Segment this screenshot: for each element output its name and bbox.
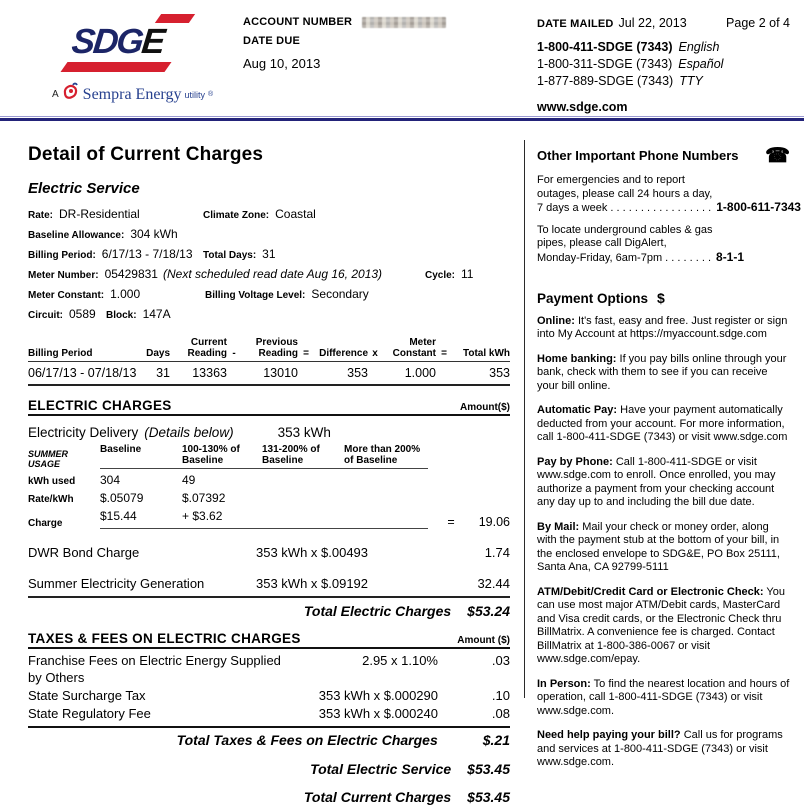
help-label: Need help paying your bill? [537, 729, 681, 741]
phone-list [537, 39, 790, 90]
state-regulatory-calc: 353 kWh x $.000240 [318, 706, 438, 721]
rate-tier1: $.05079 [100, 491, 144, 505]
rate-value: DR-Residential [59, 207, 140, 221]
by-mail-text: Mail your check or money order, along with the payment stub at the bottom of your bill, in the enclosed envelope to SDG&E, PO Box 25111, Santa Ana, CA 92799-5111 [537, 520, 780, 573]
info-row-circuit [28, 307, 510, 327]
logo-red-bar-bottom-icon [60, 62, 171, 72]
emergency-line-1: For emergencies and to report [537, 174, 685, 186]
pay-by-phone-label: Pay by Phone: [537, 455, 613, 468]
rate-kwh-label: Rate/kWh [28, 494, 74, 505]
total-electric-service-amount: $53.45 [467, 761, 510, 777]
column-divider [524, 140, 525, 698]
line-item-generation [28, 576, 510, 598]
payment-paragraph-online [537, 315, 790, 342]
dwr-bond-label: DWR Bond Charge [28, 545, 140, 560]
dollar-icon: $ [657, 290, 665, 306]
col-difference: Difference [319, 348, 368, 359]
page-indicator: Page 2 of 4 [726, 16, 790, 30]
rate-label: Rate: [28, 210, 54, 221]
charge-tier2: + $3.62 [182, 509, 223, 523]
op-times: x [372, 348, 378, 359]
logo-letters [70, 24, 165, 59]
total-current-charges-amount: $53.45 [467, 789, 510, 805]
total-electric-charges-row [28, 603, 510, 619]
digalert-number: 8-1-1 [716, 249, 745, 264]
info-row-baseline [28, 227, 510, 247]
home-banking-label: Home banking: [537, 352, 617, 365]
cycle-label: Cycle: [425, 270, 456, 281]
voltage-level-value: Secondary [311, 287, 369, 301]
tier2-header-1: 100-130% of [182, 444, 240, 455]
phone-numbers-heading-row [537, 146, 790, 166]
payment-paragraph-pay-by-phone [537, 456, 790, 510]
tax-row-surcharge [28, 687, 510, 704]
billing-period-label: Billing Period: [28, 250, 96, 261]
taxes-title: TAXES & FEES ON ELECTRIC CHARGES [28, 631, 301, 646]
op-equals: = [303, 348, 309, 359]
online-label: Online: [537, 314, 575, 327]
account-number-row [243, 16, 446, 28]
card-check-label: ATM/Debit/Credit Card or Electronic Check: [537, 585, 764, 598]
payment-options-heading-row [537, 292, 790, 306]
readings-table-row [28, 362, 510, 386]
info-sidebar [537, 145, 801, 781]
generation-label: Summer Electricity Generation [28, 576, 205, 591]
climate-zone-label: Climate Zone: [203, 210, 270, 221]
next-read-note: (Next scheduled read date Aug 16, 2013) [163, 267, 383, 281]
op-minus: - [232, 348, 236, 359]
info-row-meter-constant [28, 287, 510, 307]
generation-amount: 32.44 [477, 576, 510, 591]
tier3-header-2: Baseline [262, 455, 304, 466]
info-row-billing-period [28, 247, 510, 267]
cycle-value: 11 [461, 267, 474, 281]
dwr-bond-amount: 1.74 [484, 545, 510, 560]
total-taxes-label: Total Taxes & Fees on Electric Charges [176, 732, 438, 748]
franchise-fee-amount: .03 [491, 653, 510, 668]
help-text: Call us for programs and services at 1-800-411-SDGE (7343) or visit www.sdge.com. [537, 729, 783, 768]
delivery-label: Electricity Delivery [28, 425, 139, 440]
account-number-redacted [362, 17, 446, 28]
date-due-value: Aug 10, 2013 [243, 56, 321, 71]
rate-tier2: $.07392 [182, 491, 226, 505]
col-current-1: Current [190, 337, 227, 348]
col-days: Days [146, 348, 170, 359]
date-due-row [243, 35, 446, 47]
info-row-rate [28, 207, 510, 227]
delivery-charge-amount: 19.06 [478, 515, 510, 529]
billing-period-value: 6/17/13 - 7/18/13 [101, 247, 193, 261]
reading-previous: 13010 [263, 366, 298, 380]
circuit-value: 0589 [69, 307, 96, 321]
voltage-level-label: Billing Voltage Level: [205, 290, 306, 301]
sempra-prefix: A [52, 89, 59, 100]
phone-line-tty [537, 73, 790, 90]
website-link: www.sdge.com [537, 100, 628, 114]
payment-paragraph-in-person [537, 678, 790, 719]
home-banking-text: If you pay bills online through your bank, check with them to see if you can receive your bill online. [537, 352, 787, 392]
by-mail-label: By Mail: [537, 520, 580, 533]
phone-number: 1-800-411-SDGE (7343) [537, 40, 673, 54]
pay-by-phone-text: Call 1-800-411-SDGE or visit www.sdge.com to enroll. Once enrolled, you may authorize a payment from your checking account any day up to and including the bill due date. [537, 455, 776, 508]
kwh-tier2: 49 [182, 473, 196, 487]
generation-calc: 353 kWh x $.09192 [256, 576, 369, 591]
payment-paragraph-home-banking [537, 353, 790, 394]
readings-table-header [28, 337, 510, 362]
col-total-kwh: Total kWh [462, 348, 510, 359]
phone-number: 1-877-889-SDGE (7343) [537, 74, 674, 88]
payment-paragraph-automatic-pay [537, 404, 790, 445]
info-row-meter-number [28, 267, 510, 287]
sempra-name: Sempra Energy [82, 85, 182, 103]
baseline-allowance-value: 304 kWh [130, 227, 178, 241]
automatic-pay-text: Have your payment automatically deducted from your account. For more information, call 1-800-411-SDGE (7343) or visit www.sdge.com [537, 404, 788, 443]
circuit-label: Circuit: [28, 310, 63, 321]
logo-e: E [139, 22, 166, 61]
reading-difference: 353 [347, 366, 368, 380]
delivery-kwh: 353 kWh [277, 425, 331, 440]
charge-label: Charge [28, 518, 63, 529]
charge-equals: = [447, 515, 455, 529]
baseline-allowance-label: Baseline Allowance: [28, 230, 125, 241]
taxes-header [28, 631, 510, 649]
usage-row-kwh [28, 473, 510, 487]
usage-row-rate [28, 491, 510, 505]
meter-constant-value: 1.000 [110, 287, 141, 301]
electric-charges-header [28, 398, 510, 416]
total-current-charges-label: Total Current Charges [303, 789, 452, 805]
col-meter-2: Constant [392, 348, 436, 359]
phone-language: Español [678, 57, 724, 71]
phone-language: TTY [679, 74, 703, 88]
emergency-number: 1-800-611-7343 [716, 200, 801, 214]
total-electric-service-row [28, 761, 510, 777]
date-due-label: DATE DUE [243, 35, 301, 47]
dwr-bond-calc: 353 kWh x $.00493 [256, 545, 369, 560]
emergency-contact-block [537, 174, 801, 216]
sempra-utility-word: utility [184, 89, 205, 100]
service-section-title: Electric Service [28, 180, 140, 197]
reading-days: 31 [156, 366, 170, 380]
payment-paragraph-help [537, 729, 790, 770]
contact-header-block [537, 16, 790, 114]
franchise-fee-label: Franchise Fees on Electric Energy Supplied by Others [28, 653, 281, 685]
line-item-dwr [28, 545, 510, 560]
total-taxes-amount: $.21 [482, 732, 510, 748]
total-days-value: 31 [262, 247, 276, 261]
state-surcharge-amount: .10 [491, 688, 510, 703]
automatic-pay-label: Automatic Pay: [537, 404, 618, 416]
taxes-amount-column-header: Amount ($) [457, 635, 510, 646]
kwh-used-label: kWh used [28, 476, 76, 487]
account-header-block [243, 16, 446, 71]
state-regulatory-amount: .08 [491, 706, 510, 721]
usage-table-header [28, 444, 510, 469]
amount-column-header: Amount($) [460, 402, 510, 413]
payment-paragraph-by-mail [537, 521, 790, 575]
state-surcharge-label: State Surcharge Tax [28, 688, 146, 703]
date-mailed-label: DATE MAILED [537, 18, 614, 30]
header-divider [0, 116, 804, 121]
in-person-text: To find the nearest location and hours of operation, call 1-800-411-SDGE (7343) or visit www.sdge.com. [537, 677, 790, 717]
digalert-line-3: Monday-Friday, 6am-7pm . . . . . . . . [537, 251, 712, 264]
total-electric-charges-label: Total Electric Charges [303, 603, 452, 619]
total-electric-service-label: Total Electric Service [310, 761, 452, 777]
account-number-label: ACCOUNT NUMBER [243, 16, 353, 28]
delivery-note: (Details below) [144, 425, 234, 440]
digalert-line-2: pipes, please call DigAlert, [537, 237, 667, 249]
total-taxes-row [28, 726, 510, 748]
col-billing-period: Billing Period [28, 348, 93, 359]
col-current-2: Reading [187, 348, 227, 359]
date-mailed-value: Jul 22, 2013 [618, 16, 687, 30]
tier4-header-2: of Baseline [344, 455, 398, 466]
phone-language: English [678, 40, 720, 54]
meter-constant-label: Meter Constant: [28, 290, 105, 301]
tier4-header-1: More than 200% [344, 444, 421, 455]
charge-tier1: $15.44 [100, 509, 137, 523]
date-mailed-row [537, 16, 790, 30]
usage-row-charge [28, 509, 510, 529]
block-label: Block: [106, 310, 137, 321]
total-current-charges-row [28, 789, 510, 805]
reading-total-kwh: 353 [489, 366, 510, 380]
col-meter-1: Meter [409, 337, 436, 348]
franchise-fee-calc: 2.95 x 1.10% [362, 653, 438, 668]
tier2-header-2: Baseline [182, 455, 224, 466]
col-previous-1: Previous [255, 337, 298, 348]
card-check-text: You can use most major ATM/Debit cards, MasterCard and Visa credit cards, or the Electronic Check thru BillMatrix. A convenience fee is charged. Contact BillMatrix at 1-800-386-0067 or visit www.sdge.com/epay. [537, 585, 785, 665]
payment-paragraph-card-check [537, 586, 790, 667]
registered-mark: ® [207, 91, 214, 98]
tier1-header: Baseline [100, 444, 142, 455]
phone-numbers-heading: Other Important Phone Numbers [537, 148, 739, 164]
total-days-label: Total Days: [203, 250, 257, 261]
tier3-header-1: 131-200% of [262, 444, 320, 455]
reading-constant: 1.000 [404, 366, 436, 380]
kwh-tier1: 304 [100, 473, 121, 487]
phone-line-spanish [537, 56, 790, 73]
emergency-line-2: outages, please call 24 hours a day, [537, 187, 713, 200]
op-equals-2: = [441, 348, 447, 359]
state-regulatory-label: State Regulatory Fee [28, 706, 151, 721]
sdge-logo [52, 8, 232, 108]
digalert-contact-block [537, 224, 790, 266]
emergency-line-3: 7 days a week . . . . . . . . . . . . . . . . . [537, 202, 712, 214]
electricity-delivery-row [28, 425, 510, 440]
meter-number-label: Meter Number: [28, 270, 99, 281]
in-person-label: In Person: [537, 677, 591, 690]
reading-current: 13363 [192, 366, 227, 380]
charges-detail [28, 140, 510, 805]
payment-options-heading: Payment Options [537, 291, 649, 306]
page-title: Detail of Current Charges [28, 144, 264, 165]
phone-number: 1-800-311-SDGE (7343) [537, 57, 673, 71]
state-surcharge-calc: 353 kWh x $.000290 [318, 688, 438, 703]
total-electric-charges-amount: $53.24 [467, 603, 510, 619]
digalert-line-1: To locate underground cables & gas [537, 223, 713, 236]
sempra-tagline [52, 82, 213, 107]
logo-sdg: SDG [69, 22, 144, 61]
telephone-icon: ☎ [765, 145, 790, 167]
season-label: SUMMER USAGE [28, 449, 68, 469]
col-previous-2: Reading [258, 348, 298, 359]
online-text: It's fast, easy and free. Just register or sign into My Account at https://myaccount.sdge.com [537, 314, 788, 340]
sempra-figure-icon [62, 82, 80, 107]
electric-charges-title: ELECTRIC CHARGES [28, 398, 172, 413]
reading-period: 06/17/13 - 07/18/13 [28, 366, 137, 380]
tax-row-franchise [28, 652, 510, 686]
phone-line-english [537, 39, 790, 56]
meter-number-value: 05429831 [104, 267, 158, 281]
block-value: 147A [142, 307, 171, 321]
climate-zone-value: Coastal [275, 207, 316, 221]
